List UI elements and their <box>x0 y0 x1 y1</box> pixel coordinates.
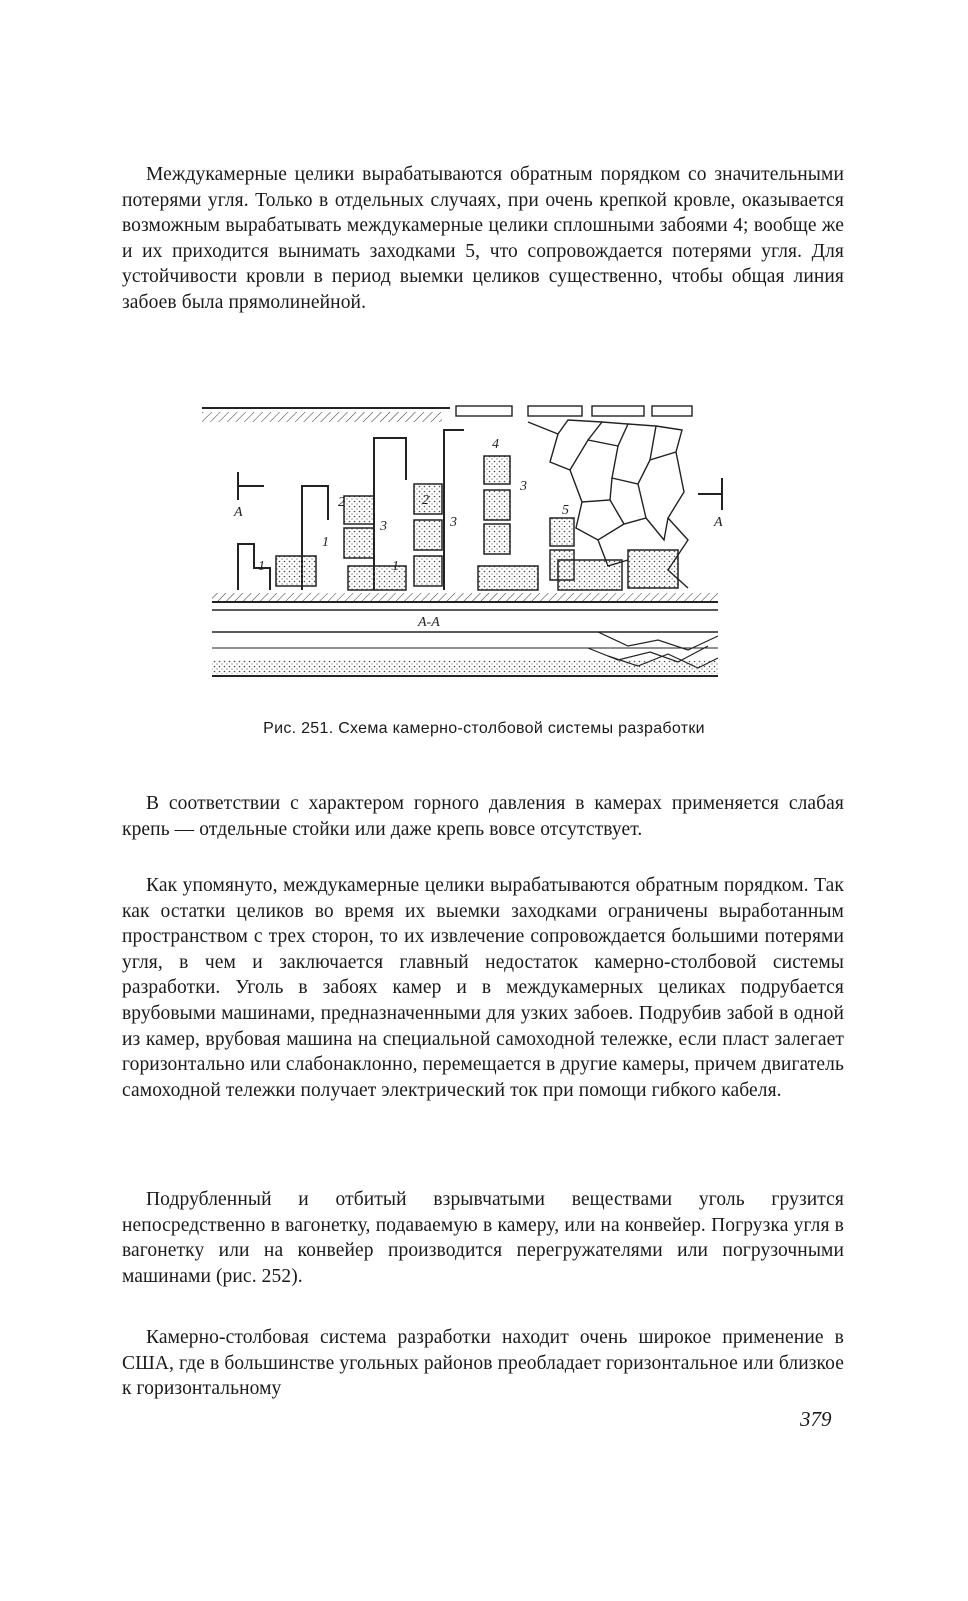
page-number: 379 <box>800 1407 832 1431</box>
section-mark-right: A <box>714 515 723 530</box>
paragraph-4: Подрубленный и отбитый взрывчатыми веществами уголь грузится непосредственно в вагонетку, подаваемую в камеру, или на конвейер. Погрузка угля в вагонетку или на конвейер производится перегружателями или погрузочными машинами (рис. 252). <box>122 1189 844 1287</box>
label-3c: 3 <box>520 479 527 494</box>
paragraph-2: В соответствии с характером горного давления в камерах применяется слабая крепь — отдельные стойки или даже крепь вовсе отсутствует. <box>122 793 844 840</box>
label-1b: 1 <box>322 535 329 550</box>
label-3a: 3 <box>380 519 387 534</box>
label-4: 4 <box>492 437 499 452</box>
section-title: А-А <box>418 615 440 630</box>
label-2b: 2 <box>422 493 429 508</box>
mining-diagram <box>198 400 730 690</box>
section-mark-left: A <box>234 505 243 520</box>
label-1a: 1 <box>258 559 265 574</box>
label-1c: 1 <box>392 559 399 574</box>
paragraph-5: Камерно-столбовая система разработки находит очень широкое применение в США, где в большинстве угольных районов преобладает горизонтальное или близкое к горизонтальному <box>122 1327 844 1400</box>
label-2a: 2 <box>338 495 345 510</box>
label-3b: 3 <box>450 515 457 530</box>
figure-251-mining-scheme <box>198 400 730 690</box>
paragraph-3: Как упомянуто, междукамерные целики вырабатываются обратным порядком. Так как остатки целиков во время их выемки заходками ограничены выработанным пространством с трех сторон, то их извлечение сопровождается большими потерями угля, в чем и заключается главный недостаток камерно-столбовой системы разработки. Уголь в забоях камер и в междукамерных целиках подрубается врубовыми машинами, предназначенными для узких забоев. Подрубив забой в одной из камер, врубовая машина на специальной самоходной тележке, если пласт залегает горизонтально или слабонаклонно, перемещается в другие камеры, причем двигатель самоходной тележки получает электрический ток при помощи гибкого кабеля. <box>122 875 844 1101</box>
label-5: 5 <box>562 503 569 518</box>
paragraph-1: Междукамерные целики вырабатываются обратным порядком со значительными потерями угля. Только в отдельных случаях, при очень крепкой кровле, оказывается возможным вырабатывать междукамерные целики сплошными забоями 4; вообще же и их приходится вынимать заходками 5, что сопровождается потерями угля. Для устойчивости кровли в период выемки целиков существенно, чтобы общая линия забоев была прямолинейной. <box>122 164 844 313</box>
figure-caption: Рис. 251. Схема камерно-столбовой системы разработки <box>263 720 705 737</box>
